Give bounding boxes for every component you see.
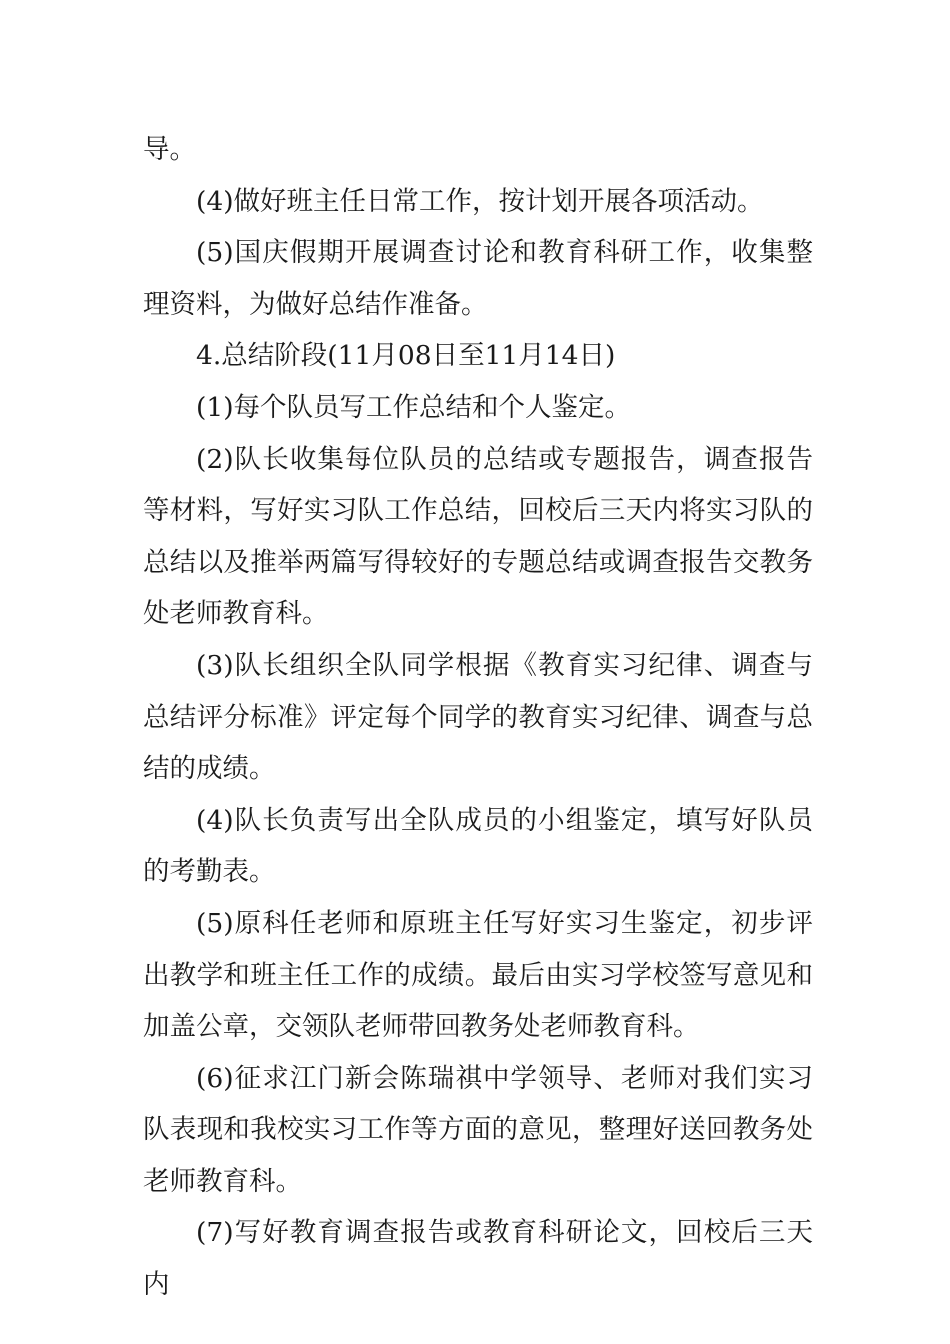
- paragraph-item-4-attendance: (4)队长负责写出全队成员的小组鉴定，填写好队员的考勤表。: [143, 804, 813, 888]
- paragraph-item-1-self-summary: (1)每个队员写工作总结和个人鉴定。: [196, 391, 632, 423]
- document-body: [143, 124, 813, 1311]
- paragraph-item-6-feedback: (6)征求江门新会陈瑞祺中学领导、老师对我们实习队表现和我校实习工作等方面的意见，整理好送回教务处老师教育科。: [143, 1062, 813, 1197]
- paragraph-item-5-teacher-evaluation: (5)原科任老师和原班主任写好实习生鉴定，初步评出教学和班主任工作的成绩。最后由实习学校签写意见和加盖公章，交领队老师带回教务处老师教育科。: [143, 907, 813, 1043]
- section-heading-summary-stage: 4.总结阶段(11月08日至11月14日): [196, 340, 616, 372]
- paragraph-item-7-research-report: (7)写好教育调查报告或教育科研论文，回校后三天内: [143, 1217, 813, 1301]
- paragraph-continuation: 导。: [143, 134, 196, 165]
- paragraph-item-5-holiday-research: (5)国庆假期开展调查讨论和教育科研工作，收集整理资料，为做好总结作准备。: [143, 237, 813, 320]
- paragraph-item-3-grading: (3)队长组织全队同学根据《教育实习纪律、调查与总结评分标准》评定每个同学的教育实习纪律、调查与总结的成绩。: [143, 649, 813, 785]
- paragraph-item-2-collect-reports: (2)队长收集每位队员的总结或专题报告，调查报告等材料，写好实习队工作总结，回校后三天内将实习队的总结以及推举两篇写得较好的专题总结或调查报告交教务处老师教育科。: [143, 443, 813, 630]
- paragraph-item-4-daily-work: (4)做好班主任日常工作，按计划开展各项活动。: [196, 185, 764, 217]
